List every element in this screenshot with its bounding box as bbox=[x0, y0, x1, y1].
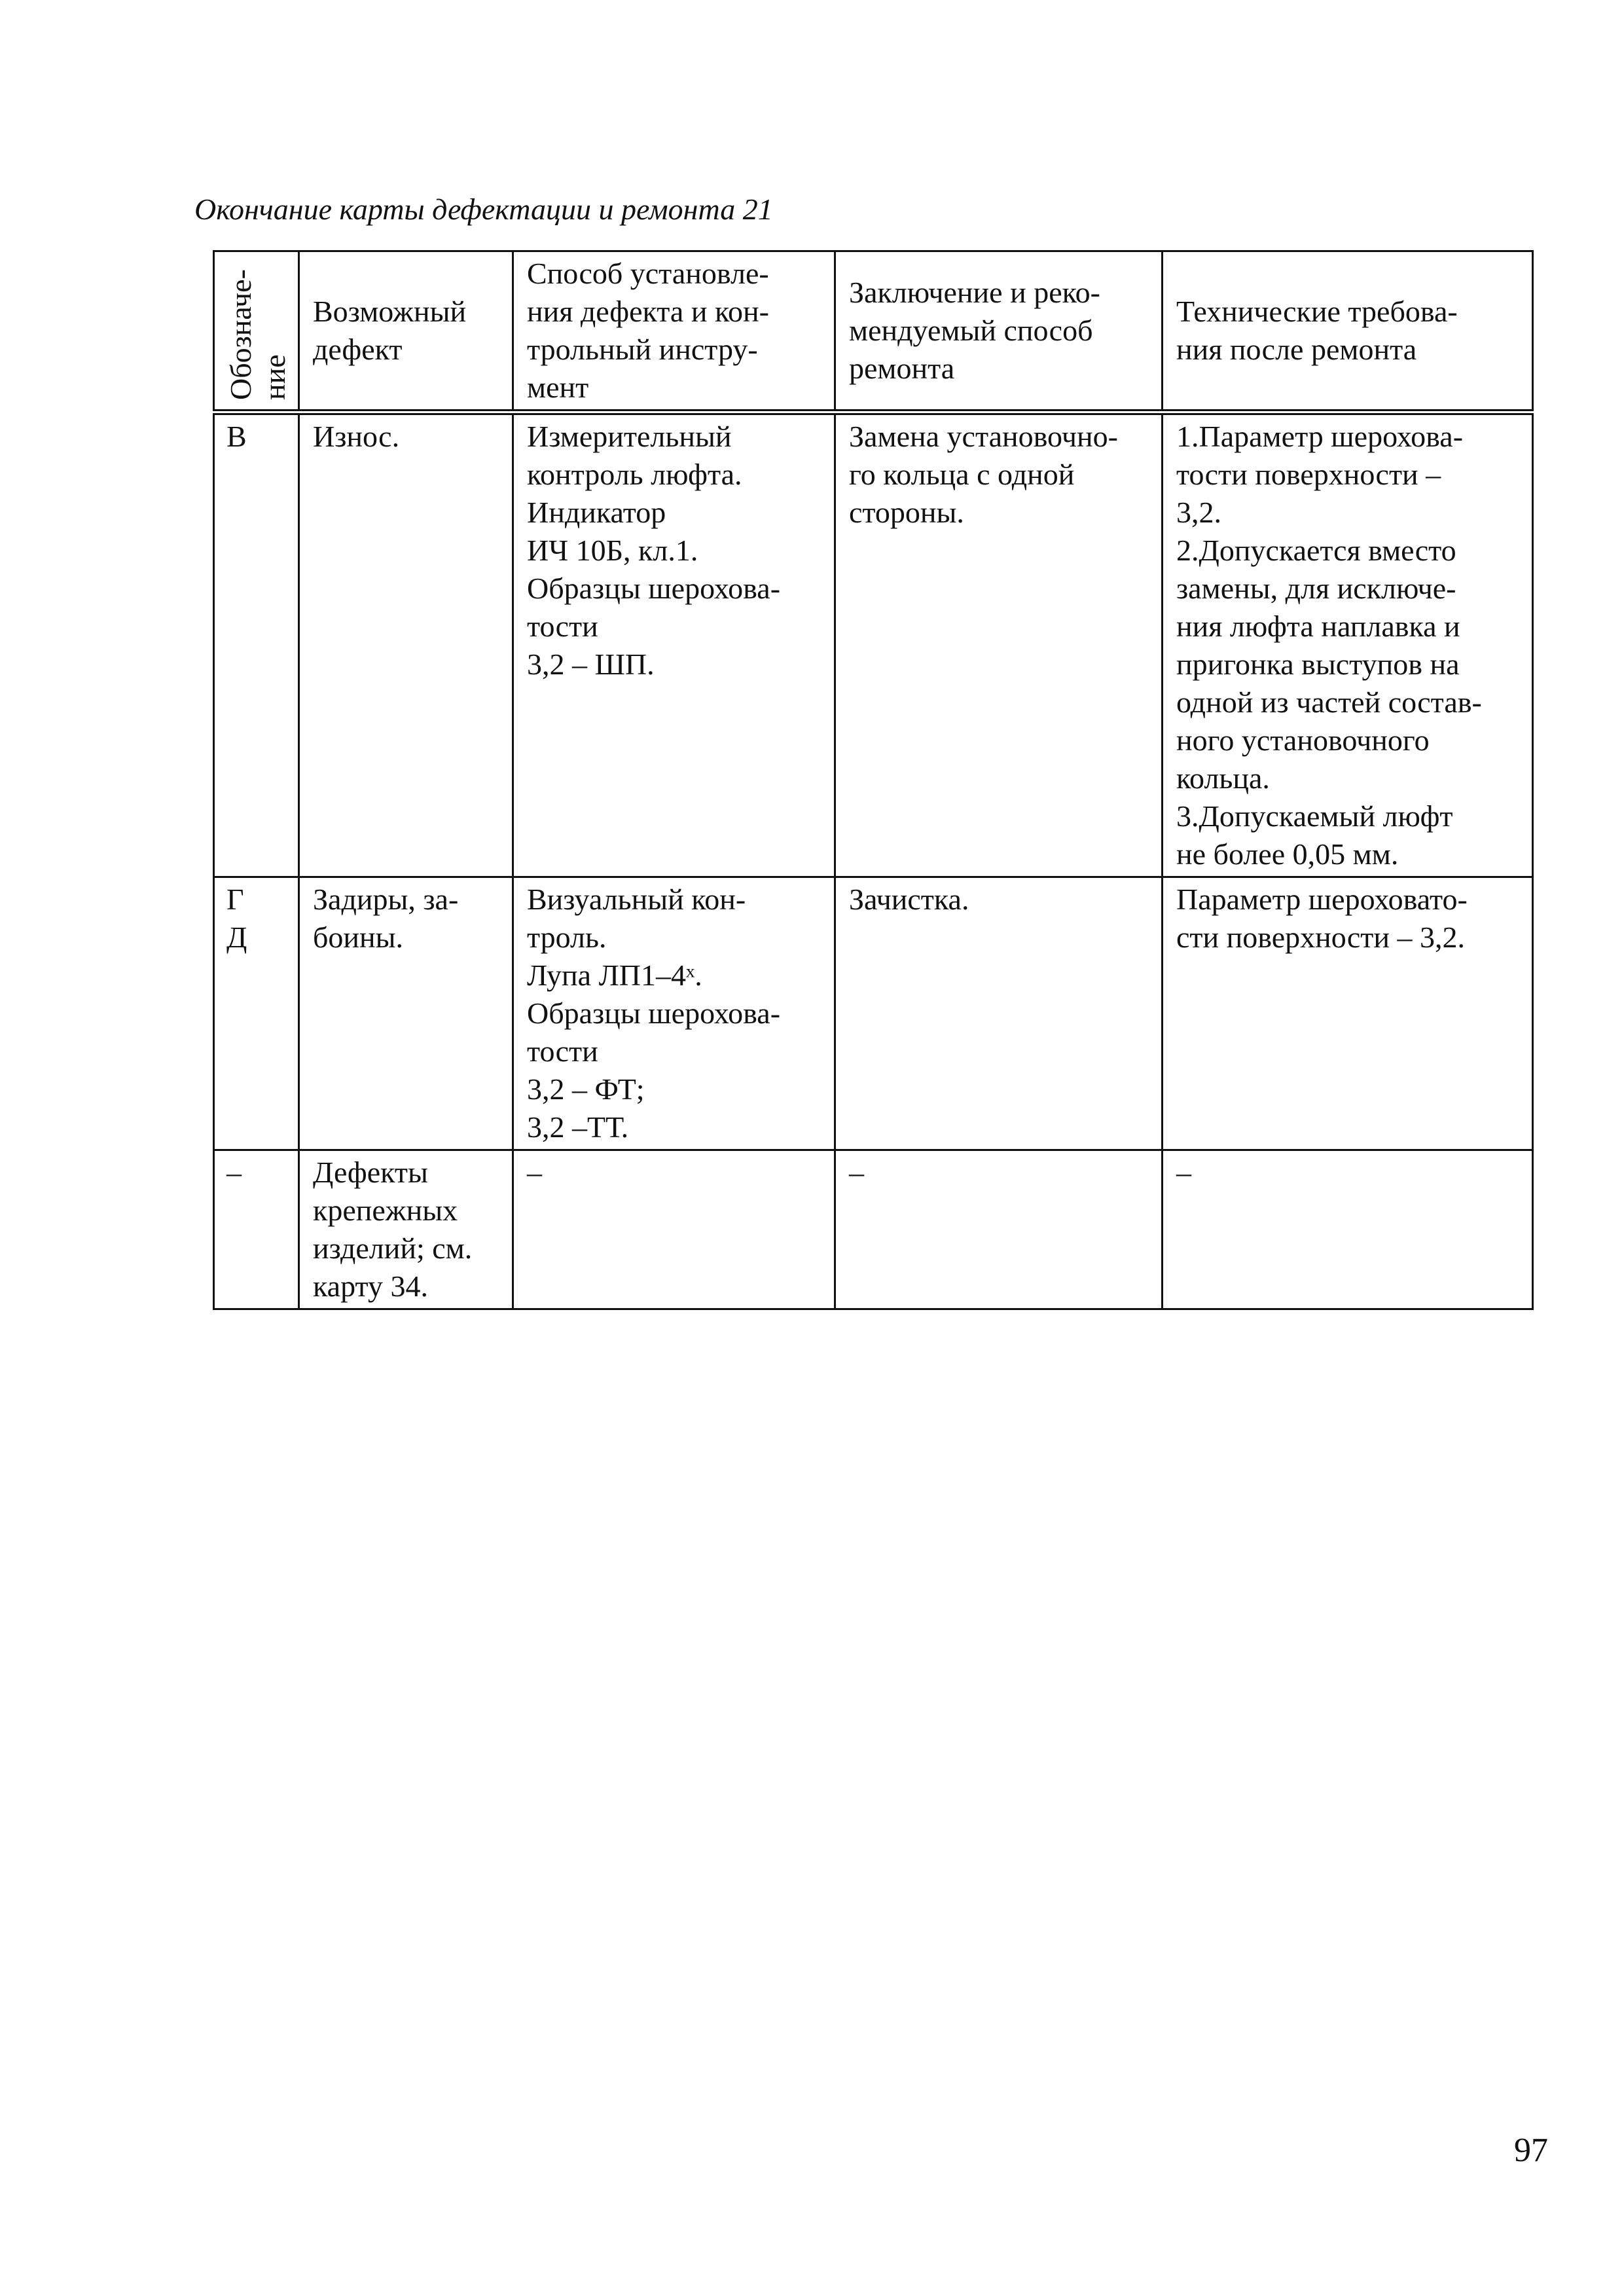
cell-requirements: 1.Параметр шерохова- тости поверхности – 3,2. 2.Допускается вместо замены, для исключе- ния люфта наплавка и пригонка выступов на одной из частей состав- ного установочного кольца. 3.Допускаемый люфт не более 0,05 мм. bbox=[1163, 412, 1533, 877]
cell-designation: – bbox=[214, 1150, 299, 1309]
table-row bbox=[214, 1150, 1533, 1309]
table-header bbox=[214, 251, 1533, 412]
cell-requirements: Параметр шероховато- сти поверхности – 3,2. bbox=[1163, 877, 1533, 1150]
cell-conclusion: Замена установочно- го кольца с одной стороны. bbox=[835, 412, 1163, 877]
cell-defect: Дефекты крепежных изделий; см. карту 34. bbox=[299, 1150, 513, 1309]
header-method: Способ установле- ния дефекта и кон- трольный инстру- мент bbox=[513, 251, 835, 412]
cell-requirements: – bbox=[1163, 1150, 1533, 1309]
cell-designation: В bbox=[214, 412, 299, 877]
header-conclusion: Заключение и реко- мендуемый способ ремонта bbox=[835, 251, 1163, 412]
header-row bbox=[214, 251, 1533, 412]
table-row bbox=[214, 412, 1533, 877]
cell-conclusion: – bbox=[835, 1150, 1163, 1309]
header-designation-label: Обозначе- ние bbox=[224, 269, 291, 400]
table-caption: Окончание карты дефектации и ремонта 21 bbox=[194, 192, 773, 226]
cell-designation: Г Д bbox=[214, 877, 299, 1150]
defect-repair-table bbox=[213, 250, 1534, 1310]
cell-method: – bbox=[513, 1150, 835, 1309]
cell-conclusion: Зачистка. bbox=[835, 877, 1163, 1150]
cell-method: Визуальный кон- троль. Лупа ЛП1–4ˣ. Образцы шерохова- тости 3,2 – ФТ; 3,2 –ТТ. bbox=[513, 877, 835, 1150]
header-designation bbox=[214, 251, 299, 412]
cell-defect: Износ. bbox=[299, 412, 513, 877]
header-requirements: Технические требова- ния после ремонта bbox=[1163, 251, 1533, 412]
table-body bbox=[214, 412, 1533, 1309]
cell-defect: Задиры, за- боины. bbox=[299, 877, 513, 1150]
page-number: 97 bbox=[1514, 2132, 1548, 2169]
cell-method: Измерительный контроль люфта. Индикатор ИЧ 10Б, кл.1. Образцы шерохова- тости 3,2 – ШП. bbox=[513, 412, 835, 877]
table-row bbox=[214, 877, 1533, 1150]
header-defect: Возможный дефект bbox=[299, 251, 513, 412]
